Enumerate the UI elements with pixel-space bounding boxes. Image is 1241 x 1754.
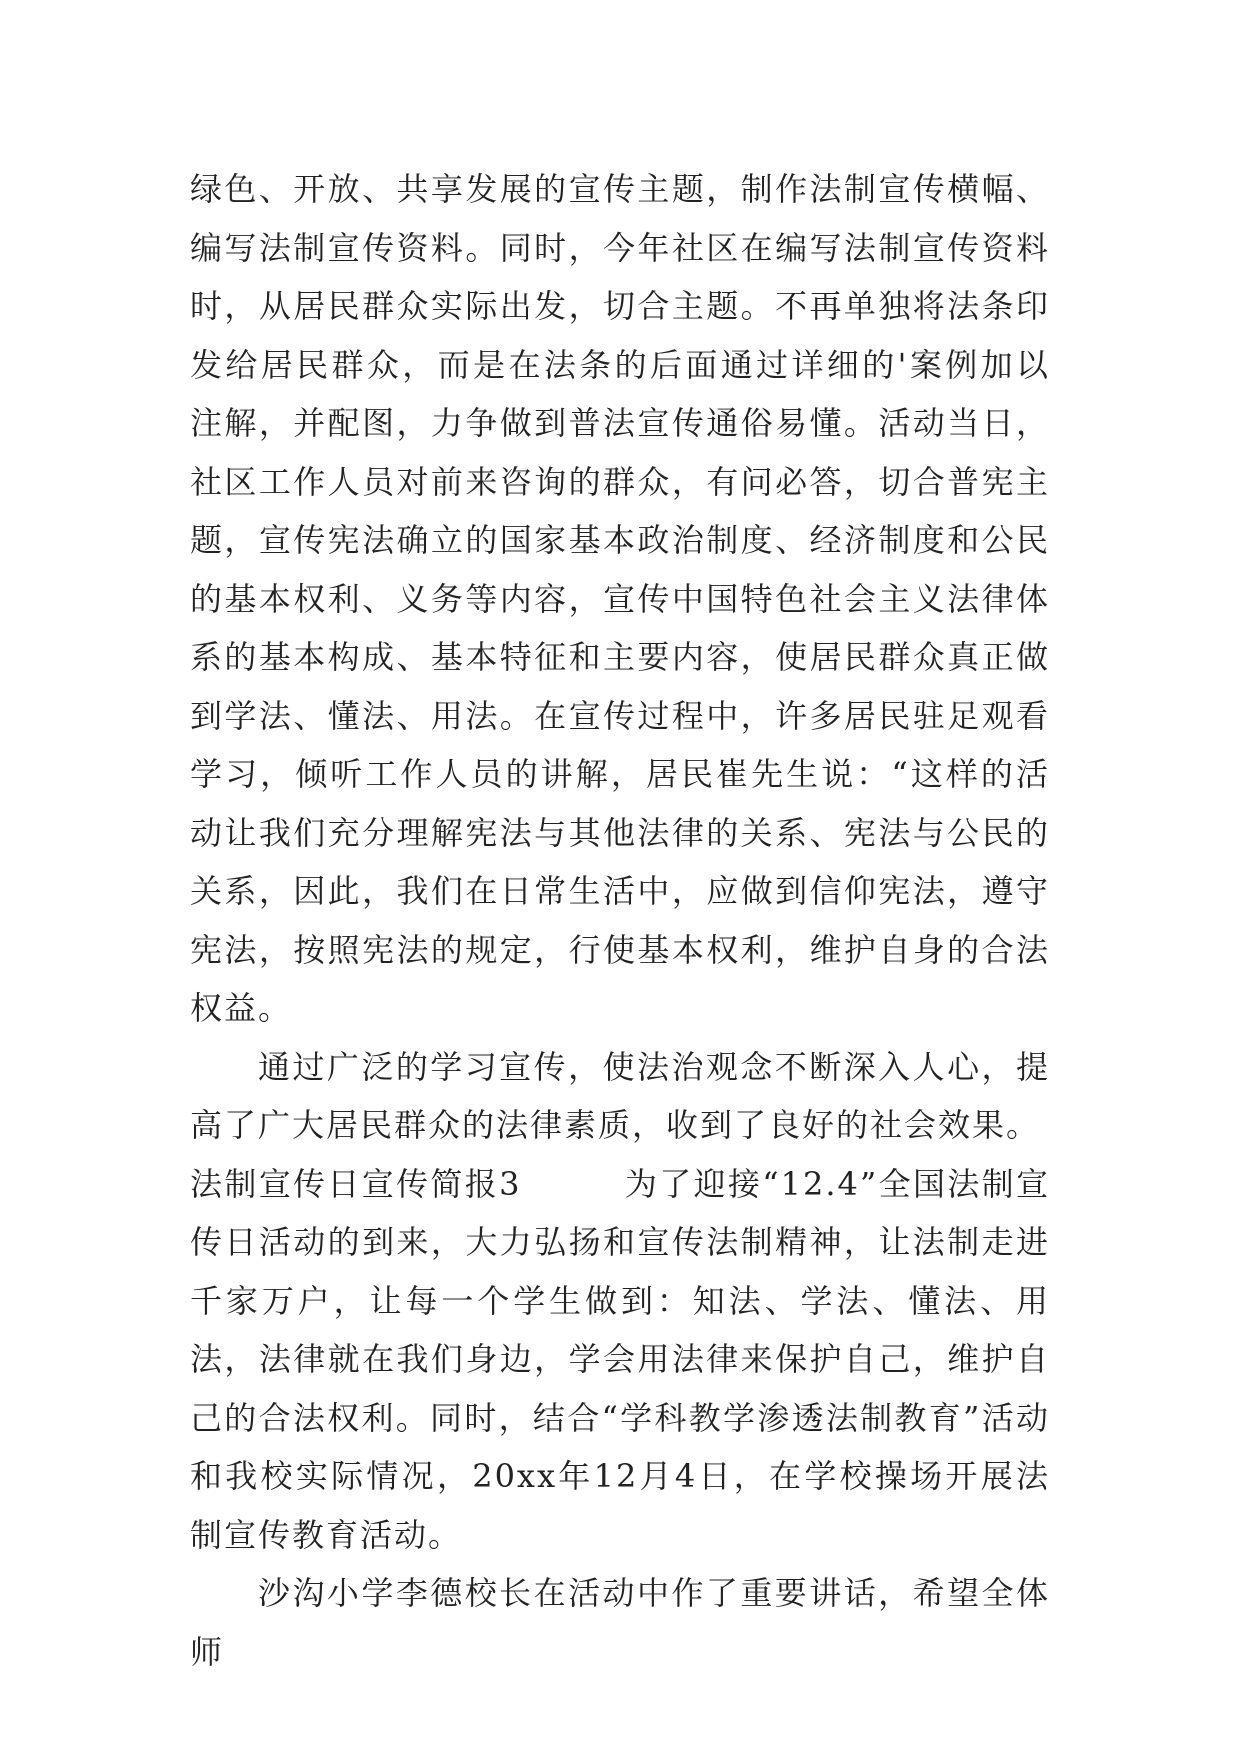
paragraph-1: 绿色、开放、共享发展的宣传主题，制作法制宣传横幅、编写法制宣传资料。同时，今年社区在编写法制宣传资料时，从居民群众实际出发，切合主题。不再单独将法条印发给居民群众，而是在法条的后面通过详细的'案例加以注解，并配图，力争做到普法宣传通俗易懂。活动当日，社区工作人员对前来咨询的群众，有问必答，切合普宪主题，宣传宪法确立的国家基本政治制度、经济制度和公民的基本权利、义务等内容，宣传中国特色社会主义法律体系的基本构成、基本特征和主要内容，使居民群众真正做到学法、懂法、用法。在宣传过程中，许多居民驻足观看学习，倾听工作人员的讲解，居民崔先生说：“这样的活动让我们充分理解宪法与其他法律的关系、宪法与公民的关系，因此，我们在日常生活中，应做到信仰宪法，遵守宪法，按照宪法的规定，行使基本权利，维护自身的合法权益。	[190, 170, 1050, 1027]
paragraph-3: 法制宣传日宣传简报3 为了迎接“12.4”全国法制宣传日活动的到来，大力弘扬和宣传法制精神，让法制走进千家万户，让每一个学生做到：知法、学法、懂法、用法，法律就在我们身边，学会用法律来保护自己，维护自己的合法权利。同时，结合“学科教学渗透法制教育”活动和我校实际情况，20xx年12月4日，在学校操场开展法制宣传教育活动。	[190, 1164, 1050, 1554]
paragraph-2: 通过广泛的学习宣传，使法治观念不断深入人心，提高了广大居民群众的法律素质，收到了良好的社会效果。	[190, 1047, 1050, 1144]
document-body	[190, 160, 1050, 1681]
paragraph-4: 沙沟小学李德校长在活动中作了重要讲话，希望全体师	[190, 1574, 1050, 1671]
